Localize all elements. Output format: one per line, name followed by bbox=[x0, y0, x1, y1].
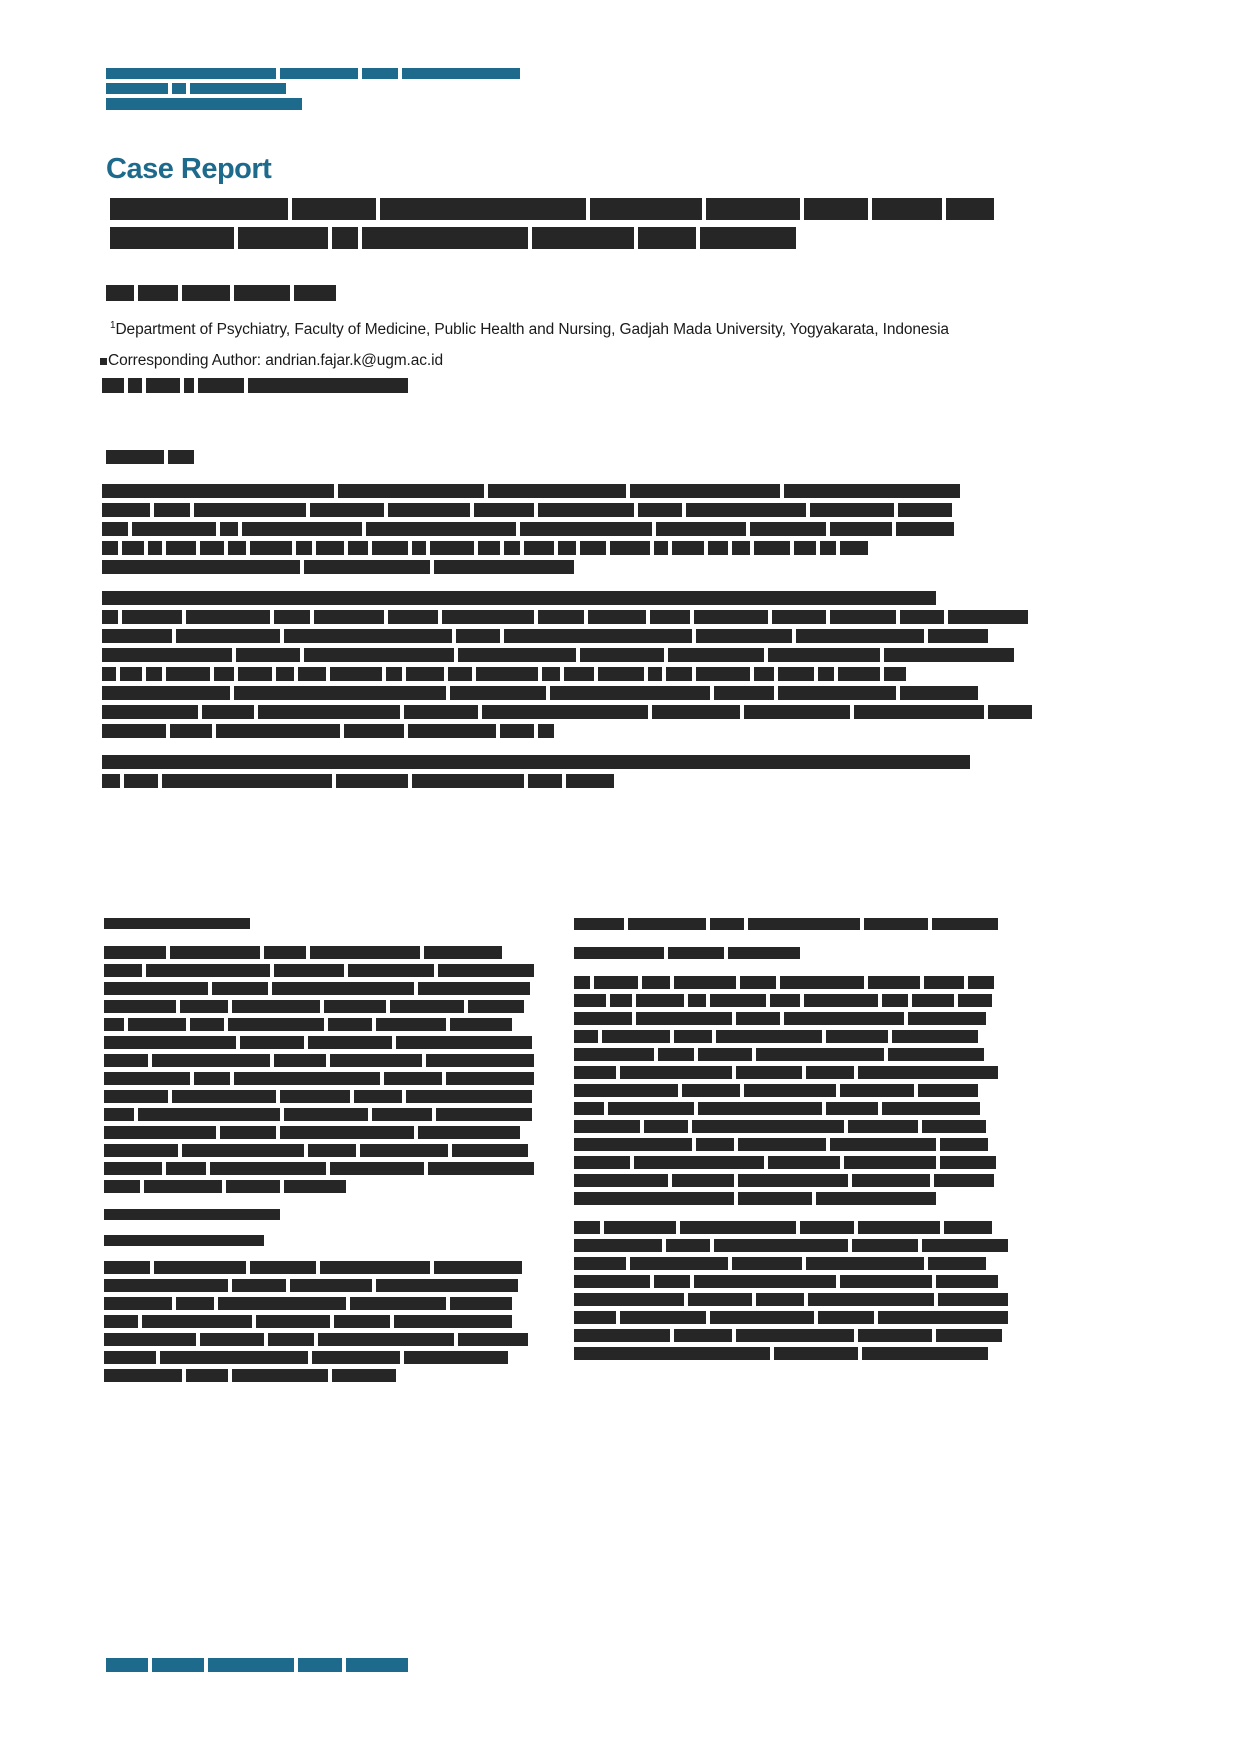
body-line bbox=[574, 1138, 1008, 1151]
abstract-heading-bars bbox=[106, 450, 194, 464]
abstract-line bbox=[102, 610, 1012, 624]
column-heading bbox=[104, 918, 536, 929]
body-line bbox=[104, 1036, 536, 1049]
abstract-line bbox=[102, 560, 1012, 574]
paragraph-gap bbox=[102, 743, 1012, 755]
body-line bbox=[574, 1293, 1008, 1306]
abstract-line bbox=[102, 724, 1012, 738]
body-line bbox=[104, 1018, 536, 1031]
body-line bbox=[104, 964, 536, 977]
title-line bbox=[110, 198, 1010, 220]
section-label-case-report: Case Report bbox=[106, 153, 272, 185]
abstract-line bbox=[102, 755, 1012, 769]
body-line bbox=[104, 946, 536, 959]
author-names bbox=[106, 285, 506, 301]
paragraph-gap bbox=[104, 1198, 536, 1209]
body-line bbox=[574, 1120, 1008, 1133]
bullet-icon bbox=[100, 358, 107, 365]
body-line bbox=[574, 1048, 1008, 1061]
affiliation-line bbox=[110, 320, 949, 339]
abstract-line bbox=[102, 484, 1012, 498]
abstract-line bbox=[102, 648, 1012, 662]
abstract-line bbox=[102, 591, 1012, 605]
title-line bbox=[110, 227, 1010, 249]
body-line bbox=[104, 1180, 536, 1193]
abstract-line bbox=[102, 667, 1012, 681]
author-line bbox=[106, 285, 506, 301]
footer-heading-bars bbox=[106, 1658, 412, 1672]
body-line bbox=[104, 1297, 536, 1310]
abstract-line bbox=[102, 503, 1012, 517]
body-line bbox=[574, 1084, 1008, 1097]
body-line bbox=[104, 1351, 536, 1364]
body-line bbox=[104, 1126, 536, 1139]
body-line bbox=[574, 1012, 1008, 1025]
body-line bbox=[104, 1090, 536, 1103]
body-line bbox=[104, 982, 536, 995]
affiliation-marker: 1 bbox=[110, 320, 116, 331]
masthead-line-doi bbox=[106, 98, 806, 110]
column-heading bbox=[574, 918, 1008, 930]
abstract-line bbox=[102, 686, 1012, 700]
abstract-line bbox=[102, 522, 1012, 536]
body-line bbox=[104, 1054, 536, 1067]
abstract-body bbox=[102, 484, 1012, 793]
affiliation-text: Department of Psychiatry, Faculty of Medicine, Public Health and Nursing, Gadjah Mada University, Yogyakarata, Indonesia bbox=[115, 321, 949, 339]
body-line bbox=[574, 976, 1008, 989]
body-line bbox=[574, 1192, 1008, 1205]
body-line bbox=[104, 1333, 536, 1346]
body-line bbox=[104, 1108, 536, 1121]
paragraph-gap bbox=[574, 1210, 1008, 1221]
body-line bbox=[574, 1030, 1008, 1043]
body-line bbox=[104, 1279, 536, 1292]
body-line bbox=[574, 1174, 1008, 1187]
column-heading bbox=[104, 1209, 536, 1220]
body-line bbox=[574, 1347, 1008, 1360]
body-line bbox=[574, 1329, 1008, 1342]
body-line bbox=[104, 1000, 536, 1013]
body-line bbox=[574, 1221, 1008, 1234]
masthead-line-issn bbox=[106, 68, 806, 79]
body-line bbox=[104, 1072, 536, 1085]
corresponding-author-line bbox=[100, 352, 443, 370]
abstract-line bbox=[102, 629, 1012, 643]
abstract-heading bbox=[106, 450, 194, 464]
paragraph-gap bbox=[102, 579, 1012, 591]
column-subheading bbox=[574, 947, 1008, 959]
meta-line-bars bbox=[102, 378, 502, 393]
body-line bbox=[104, 1162, 536, 1175]
abstract-line bbox=[102, 705, 1012, 719]
body-line bbox=[104, 1315, 536, 1328]
left-column bbox=[104, 918, 536, 1387]
column-subheading bbox=[104, 1235, 536, 1246]
body-line bbox=[574, 1275, 1008, 1288]
journal-masthead bbox=[106, 68, 806, 114]
body-line bbox=[104, 1144, 536, 1157]
body-line bbox=[574, 1257, 1008, 1270]
article-title bbox=[110, 198, 1010, 256]
body-line bbox=[574, 1102, 1008, 1115]
body-line bbox=[104, 1369, 536, 1382]
body-line bbox=[574, 1239, 1008, 1252]
body-line bbox=[574, 1066, 1008, 1079]
corresponding-author-text: Corresponding Author: andrian.fajar.k@ugm.ac.id bbox=[108, 352, 444, 369]
body-line bbox=[574, 1311, 1008, 1324]
abstract-line bbox=[102, 774, 1012, 788]
masthead-line-volume bbox=[106, 83, 806, 94]
body-line bbox=[574, 1156, 1008, 1169]
body-line bbox=[104, 1261, 536, 1274]
abstract-line bbox=[102, 541, 1012, 555]
right-column bbox=[574, 918, 1008, 1365]
journal-footer-heading bbox=[106, 1658, 412, 1672]
article-meta-dates bbox=[102, 378, 502, 393]
body-line bbox=[574, 994, 1008, 1007]
